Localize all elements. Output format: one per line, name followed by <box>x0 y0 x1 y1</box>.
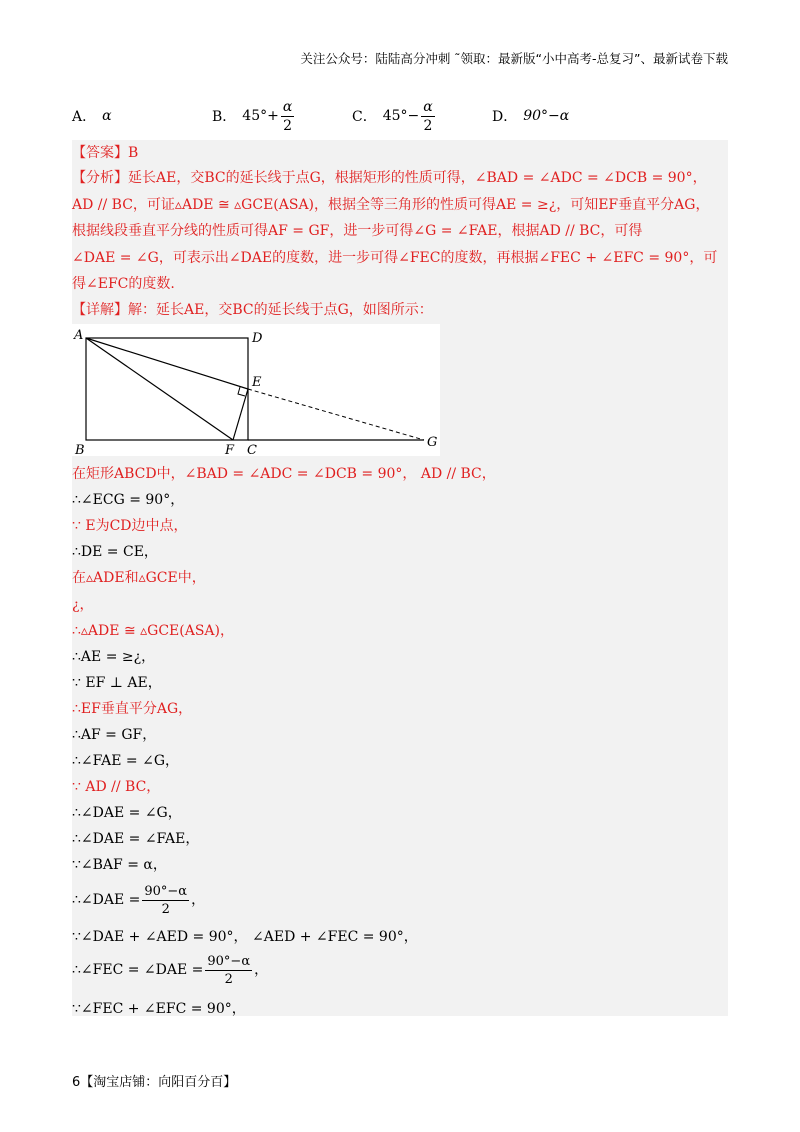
page-header: 关注公众号：陆陆高分冲刺 ˜领取：最新版“小中高考-总复习”、最新试卷下载 <box>300 51 728 66</box>
analysis-line-4: ∠DAE = ∠G，可表示出∠DAE的度数，进一步可得∠FEC的度数，再根据∠FEC + ∠EFC = 90°，可 <box>72 250 718 266</box>
analysis-line-2: AD // BC，可证▵ADE ≅ ▵GCE(ASA)，根据全等三角形的性质可得AE = ≥¿，可知EF垂直平分AG， <box>72 197 710 213</box>
line-fe <box>233 389 248 440</box>
analysis-line-1: 【分析】延长AE，交BC的延长线于点G，根据矩形的性质可得，∠BAD = ∠ADC = ∠DCB = 90°， <box>72 170 707 186</box>
choice-c: C． 45°− $\frac{\alpha}{2}$ <box>352 98 433 134</box>
proof-step: ∵∠BAF = α， <box>72 857 167 873</box>
step-angle-sum: ∵∠DAE + ∠AED = 90°， ∠AED + ∠FEC = 90°， <box>72 929 418 945</box>
line-eg-dashed <box>248 389 424 440</box>
choice-b-fraction: $\frac{\alpha}{2}$ <box>282 98 293 134</box>
proof-step: 在矩形ABCD中，∠BAD = ∠ADC = ∠DCB = 90°， AD // BC， <box>72 466 496 482</box>
frac-step-1: ∴∠DAE = $\frac{90^\circ-\alpha}{2}$ ， <box>72 883 206 917</box>
proof-step: ∵ E为CD边中点， <box>72 518 188 534</box>
proof-step: ∴▵ADE ≅ ▵GCE(ASA)， <box>72 623 234 639</box>
label-a: A <box>74 328 84 343</box>
proof-step: 在▵ADE和▵GCE中， <box>72 570 206 586</box>
frac-step-1-fraction: $\frac{90^\circ-\alpha}{2}$ <box>144 883 188 917</box>
choice-a: A． α <box>72 108 112 125</box>
analysis-line-3: 根据线段垂直平分线的性质可得AF = GF，进一步可得∠G = ∠FAE，根据AD // BC，可得 <box>72 223 643 239</box>
proof-step: ∴AE = ≥¿， <box>72 649 156 665</box>
answer-choices <box>72 96 732 136</box>
label-c: C <box>247 443 257 456</box>
choice-c-fraction: $\frac{\alpha}{2}$ <box>423 98 433 134</box>
geometry-svg <box>72 324 440 456</box>
frac-step-2: ∴∠FEC = ∠DAE = $\frac{90^\circ-\alpha}{2}$ ， <box>72 953 269 987</box>
label-b: B <box>75 443 85 456</box>
choice-b: B． 45°+ $\frac{\alpha}{2}$ <box>212 98 293 134</box>
proof-step: ∴∠DAE = ∠G， <box>72 805 182 821</box>
proof-step: ∴∠ECG = 90°， <box>72 492 185 508</box>
label-g: G <box>427 435 438 450</box>
choice-d: D． 90°−α <box>492 108 570 125</box>
line-ae <box>86 338 248 389</box>
proof-step: ∴∠DAE = ∠FAE， <box>72 831 200 847</box>
proof-step: ∴EF垂直平分AG， <box>72 701 193 717</box>
proof-step: ∴AF = GF， <box>72 727 157 743</box>
proof-step: ¿， <box>72 597 94 613</box>
frac-step-2-fraction: $\frac{90^\circ-\alpha}{2}$ <box>207 953 251 987</box>
label-e: E <box>252 375 262 390</box>
proof-step: ∵ AD // BC， <box>72 779 161 795</box>
geometry-diagram <box>72 324 440 456</box>
label-f: F <box>225 443 235 456</box>
label-d: D <box>252 331 263 346</box>
rectangle-abcd <box>86 338 248 440</box>
detail-line: 【详解】解：延长AE，交BC的延长线于点G，如图所示： <box>72 302 433 318</box>
proof-step: ∵ EF ⊥ AE， <box>72 675 162 691</box>
line-af <box>86 338 233 440</box>
proof-step: ∴DE = CE， <box>72 544 158 560</box>
step-final: ∵∠FEC + ∠EFC = 90°， <box>72 1001 246 1017</box>
analysis-line-5: 得∠EFC的度数. <box>72 276 175 292</box>
page-footer: 6【淘宝店铺：向阳百分百】 <box>72 1075 237 1090</box>
proof-step: ∴∠FAE = ∠G， <box>72 753 180 769</box>
answer-line: 【答案】B <box>72 145 139 161</box>
